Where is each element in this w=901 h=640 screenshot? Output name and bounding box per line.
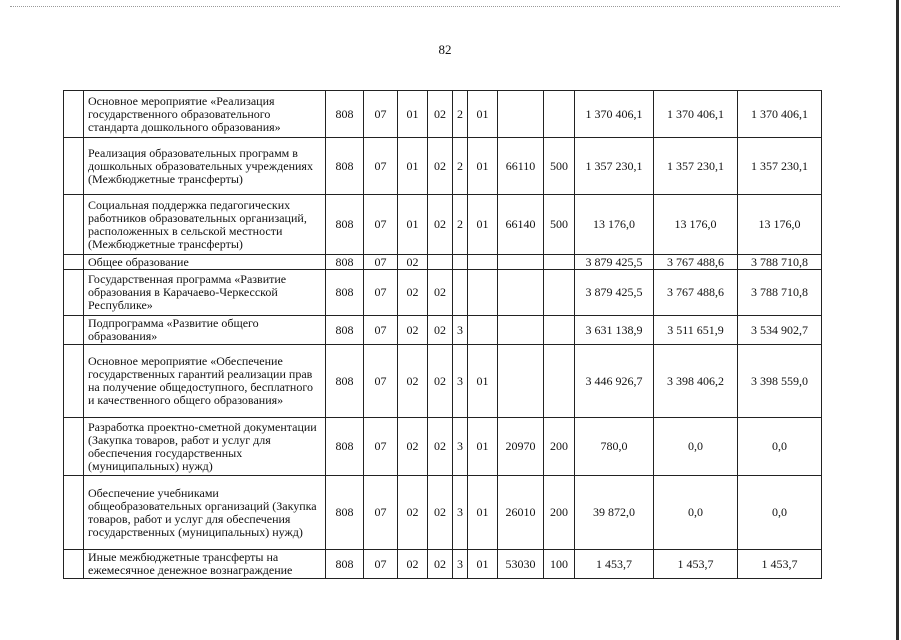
code-section: 07 [364,270,398,316]
code-department: 808 [326,195,364,255]
code-subprogram: 3 [453,316,468,345]
amount-year-3: 13 176,0 [738,195,822,255]
code-program: 02 [428,316,453,345]
amount-year-1: 3 879 425,5 [575,270,654,316]
code-direction [498,255,544,270]
table-row [64,91,822,138]
table-row [64,195,822,255]
row-name: Общее образование [84,255,326,270]
code-program: 02 [428,138,453,195]
code-expense-type: 500 [544,138,575,195]
amount-year-3: 1 357 230,1 [738,138,822,195]
code-department: 808 [326,476,364,550]
amount-year-2: 0,0 [654,418,738,476]
amount-year-3: 3 788 710,8 [738,255,822,270]
code-direction: 20970 [498,418,544,476]
row-number-cell [64,195,84,255]
amount-year-2: 1 357 230,1 [654,138,738,195]
code-department: 808 [326,550,364,579]
code-section: 07 [364,255,398,270]
code-program: 02 [428,550,453,579]
code-direction: 66110 [498,138,544,195]
code-direction: 53030 [498,550,544,579]
code-subsection: 02 [398,345,428,418]
code-direction [498,91,544,138]
code-subprogram: 3 [453,345,468,418]
code-department: 808 [326,255,364,270]
amount-year-2: 3 511 651,9 [654,316,738,345]
code-subprogram: 3 [453,550,468,579]
code-expense-type: 200 [544,476,575,550]
row-number-cell [64,316,84,345]
row-name: Социальная поддержка педагогических работников образовательных организаций, расположенных в сельской местности (Межбюджетные трансферты) [84,195,326,255]
row-number-cell [64,138,84,195]
code-subprogram: 2 [453,138,468,195]
code-expense-type [544,255,575,270]
code-direction: 26010 [498,476,544,550]
code-activity [468,255,498,270]
code-activity [468,270,498,316]
amount-year-1: 1 453,7 [575,550,654,579]
code-direction [498,270,544,316]
row-number-cell [64,255,84,270]
code-subsection: 02 [398,418,428,476]
code-expense-type: 200 [544,418,575,476]
table-row [64,345,822,418]
code-section: 07 [364,138,398,195]
code-expense-type [544,91,575,138]
code-expense-type: 100 [544,550,575,579]
code-activity: 01 [468,476,498,550]
table-row [64,138,822,195]
code-subprogram [453,255,468,270]
amount-year-3: 3 534 902,7 [738,316,822,345]
row-name: Основное мероприятие «Обеспечение государственных гарантий реализации прав на получение общедоступного, бесплатного и качественного общего образования» [84,345,326,418]
code-section: 07 [364,91,398,138]
code-program: 02 [428,195,453,255]
amount-year-1: 780,0 [575,418,654,476]
code-activity: 01 [468,345,498,418]
code-subsection: 02 [398,270,428,316]
code-expense-type [544,316,575,345]
amount-year-3: 3 788 710,8 [738,270,822,316]
code-section: 07 [364,476,398,550]
code-expense-type [544,270,575,316]
budget-table [63,90,822,579]
code-department: 808 [326,418,364,476]
code-direction: 66140 [498,195,544,255]
amount-year-2: 3 398 406,2 [654,345,738,418]
code-subsection: 02 [398,316,428,345]
code-subprogram: 2 [453,195,468,255]
table-row [64,418,822,476]
code-activity: 01 [468,418,498,476]
table-row [64,550,822,579]
table-row [64,255,822,270]
code-subsection: 01 [398,195,428,255]
code-program: 02 [428,270,453,316]
amount-year-1: 1 370 406,1 [575,91,654,138]
code-section: 07 [364,345,398,418]
code-department: 808 [326,91,364,138]
scan-top-border [10,6,840,7]
code-subsection: 01 [398,138,428,195]
code-expense-type: 500 [544,195,575,255]
table-row [64,316,822,345]
amount-year-2: 13 176,0 [654,195,738,255]
code-direction [498,345,544,418]
amount-year-3: 0,0 [738,418,822,476]
table-row [64,476,822,550]
row-name: Подпрограмма «Развитие общего образования» [84,316,326,345]
amount-year-1: 13 176,0 [575,195,654,255]
code-direction [498,316,544,345]
code-activity: 01 [468,550,498,579]
scan-right-edge [896,0,899,640]
code-program: 02 [428,476,453,550]
code-subprogram: 3 [453,418,468,476]
code-activity [468,316,498,345]
code-section: 07 [364,550,398,579]
code-program: 02 [428,345,453,418]
code-department: 808 [326,316,364,345]
amount-year-2: 0,0 [654,476,738,550]
amount-year-2: 3 767 488,6 [654,270,738,316]
code-subprogram: 2 [453,91,468,138]
code-section: 07 [364,418,398,476]
amount-year-1: 3 631 138,9 [575,316,654,345]
amount-year-3: 1 370 406,1 [738,91,822,138]
row-name: Основное мероприятие «Реализация государственного образовательного стандарта дошкольного образования» [84,91,326,138]
amount-year-2: 1 370 406,1 [654,91,738,138]
row-number-cell [64,550,84,579]
code-expense-type [544,345,575,418]
row-name: Иные межбюджетные трансферты на ежемесячное денежное вознаграждение [84,550,326,579]
code-section: 07 [364,316,398,345]
row-name: Разработка проектно-сметной документации (Закупка товаров, работ и услуг для обеспечения государственных (муниципальных) нужд) [84,418,326,476]
row-name: Реализация образовательных программ в дошкольных образовательных учреждениях (Межбюджетные трансферты) [84,138,326,195]
row-name: Обеспечение учебниками общеобразовательных организаций (Закупка товаров, работ и услуг для обеспечения государственных (муниципальных) нужд) [84,476,326,550]
page-number: 82 [438,42,452,57]
code-activity: 01 [468,91,498,138]
code-subsection: 02 [398,550,428,579]
code-section: 07 [364,195,398,255]
code-subsection: 01 [398,91,428,138]
amount-year-3: 0,0 [738,476,822,550]
code-program: 02 [428,418,453,476]
code-department: 808 [326,345,364,418]
code-department: 808 [326,270,364,316]
code-program [428,255,453,270]
row-name: Государственная программа «Развитие образования в Карачаево-Черкесской Республике» [84,270,326,316]
code-activity: 01 [468,138,498,195]
row-number-cell [64,418,84,476]
amount-year-3: 3 398 559,0 [738,345,822,418]
row-number-cell [64,476,84,550]
code-subsection: 02 [398,255,428,270]
table-row [64,270,822,316]
code-subsection: 02 [398,476,428,550]
code-subprogram [453,270,468,316]
amount-year-1: 3 446 926,7 [575,345,654,418]
code-program: 02 [428,91,453,138]
code-subprogram: 3 [453,476,468,550]
amount-year-1: 39 872,0 [575,476,654,550]
amount-year-1: 3 879 425,5 [575,255,654,270]
amount-year-2: 3 767 488,6 [654,255,738,270]
row-number-cell [64,345,84,418]
code-activity: 01 [468,195,498,255]
code-department: 808 [326,138,364,195]
amount-year-3: 1 453,7 [738,550,822,579]
amount-year-1: 1 357 230,1 [575,138,654,195]
row-number-cell [64,270,84,316]
row-number-cell [64,91,84,138]
amount-year-2: 1 453,7 [654,550,738,579]
budget-table-body [64,91,822,579]
